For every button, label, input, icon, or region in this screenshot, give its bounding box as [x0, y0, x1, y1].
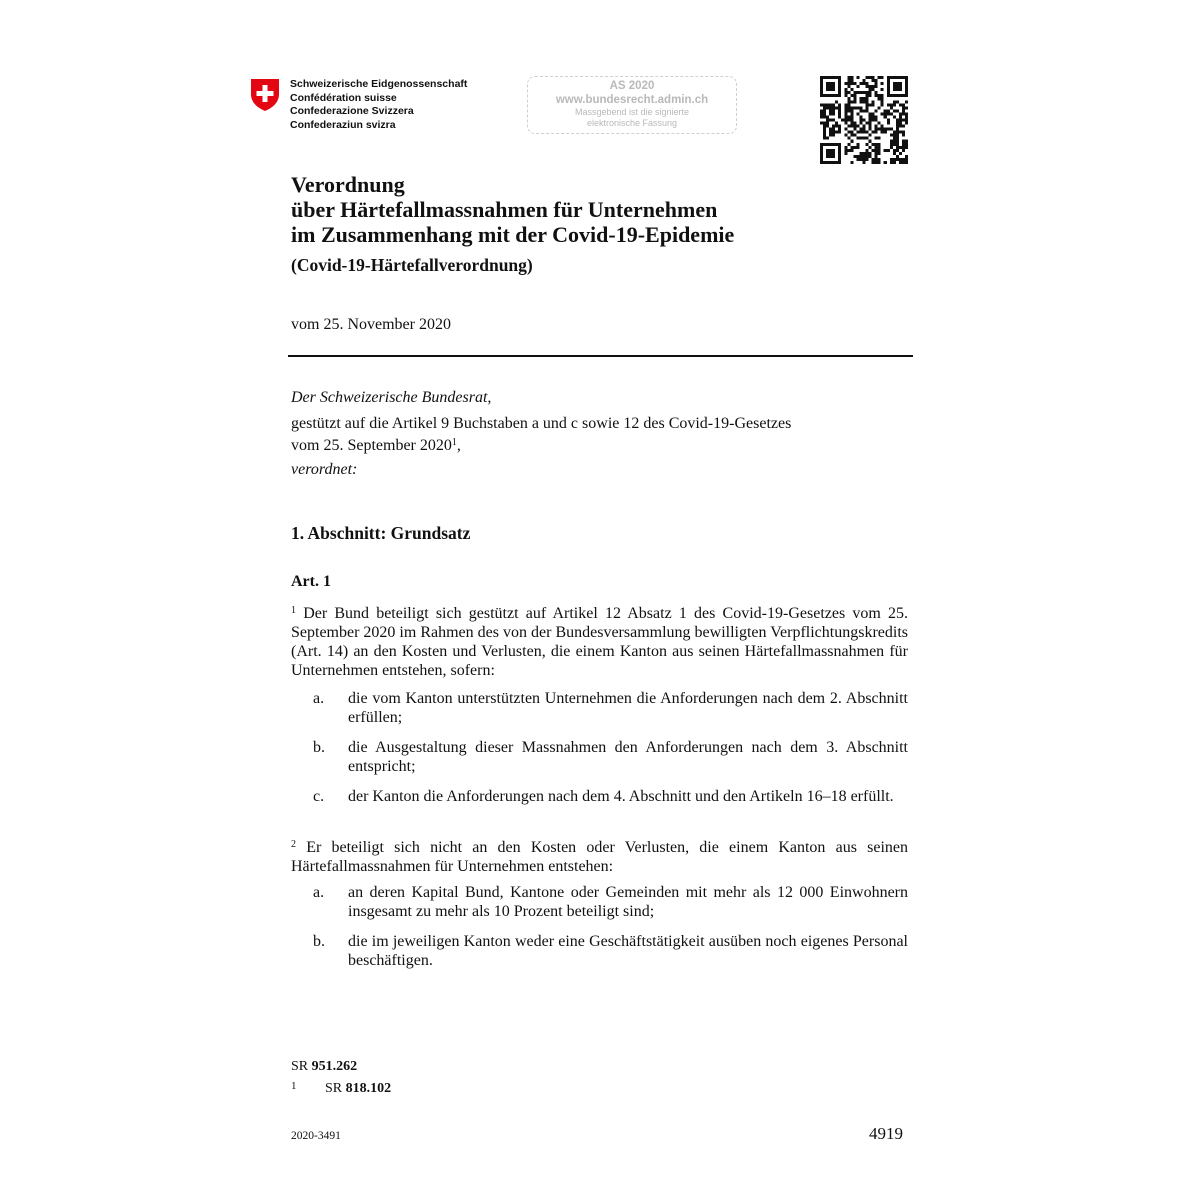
title-line-2: über Härtefallmassnahmen für Unternehmen — [291, 197, 718, 222]
page-number: 4919 — [869, 1124, 903, 1143]
preamble-authority: Der Schweizerische Bundesrat, — [291, 389, 492, 406]
list-item-text: die vom Kanton unterstützten Unternehmen die Anforderungen nach dem 2. Abschnitt erfüllen; — [348, 690, 908, 726]
preamble-basis-line-2 — [291, 433, 908, 455]
paragraph-text: Der Bund beteiligt sich gestützt auf Artikel 12 Absatz 1 des Covid-19-Gesetzes vom 25. September 2020 im Rahmen des von der Bundesversammlung bewilligten Verpflichtungskredits (Art. 14) an den Kosten und Verlusten, die einem Kanton aus seinen Härtefallmassnahmen für Unternehmen entstehen, sofern: — [291, 605, 908, 679]
paragraph-number: 2 — [291, 839, 296, 850]
article-1-paragraph-1 — [291, 601, 908, 680]
stamp-as-year: AS 2020 — [609, 80, 655, 92]
qr-code-icon — [820, 76, 908, 164]
list-item — [291, 932, 908, 970]
list-item-letter: a. — [313, 690, 325, 707]
title-line-3: im Zusammenhang mit der Covid-19-Epidemie — [291, 222, 735, 247]
paragraph-number: 1 — [291, 605, 296, 616]
list-item-text: die im jeweiligen Kanton weder eine Geschäftstätigkeit ausüben noch eigenes Personal beschäftigen. — [348, 933, 908, 969]
article-1-paragraph-2 — [291, 835, 908, 876]
list-item-text: der Kanton die Anforderungen nach dem 4. Abschnitt und den Artikeln 16–18 erfüllt. — [348, 788, 894, 805]
list-item-text: an deren Kapital Bund, Kantone oder Gemeinden mit mehr als 12 000 Einwohnern insgesamt zu mehr als 10 Prozent beteiligt sind; — [348, 884, 908, 920]
sr-number: 951.262 — [311, 1059, 358, 1074]
title-divider — [288, 355, 913, 357]
list-item-letter: b. — [313, 739, 325, 756]
preamble-decrees: verordnet: — [291, 461, 358, 478]
preamble-basis-line-1: gestützt auf die Artikel 9 Buchstaben a und c sowie 12 des Covid-19-Gesetzes — [291, 415, 792, 432]
paragraph-text: Er beteiligt sich nicht an den Kosten oder Verlusten, die einem Kanton aus seinen Härtefallmassnahmen für Unternehmen entstehen: — [291, 839, 909, 875]
list-item — [291, 689, 908, 727]
list-item-letter: b. — [313, 933, 325, 950]
ordinance-title — [291, 172, 734, 247]
list-item-text: die Ausgestaltung dieser Massnahmen den Anforderungen nach dem 3. Abschnitt entspricht; — [348, 739, 908, 775]
ordinance-date: vom 25. November 2020 — [291, 316, 451, 333]
list-item — [291, 883, 908, 921]
sr-reference — [291, 1059, 357, 1075]
preamble-basis — [291, 414, 908, 455]
title-line-1: Verordnung — [291, 172, 405, 197]
stamp-url: www.bundesrecht.admin.ch — [555, 94, 709, 106]
sr-prefix: SR — [291, 1059, 309, 1074]
footnote-mark: 1 — [291, 1080, 297, 1092]
confederation-line-it: Confederazione Svizzera — [290, 105, 414, 117]
preamble-basis-end: , — [456, 437, 461, 454]
document-number: 2020-3491 — [291, 1130, 341, 1142]
footnote-sr-number: 818.102 — [345, 1081, 392, 1096]
confederation-name — [290, 78, 467, 132]
list-item — [291, 787, 908, 806]
swiss-cross-shield-icon — [250, 78, 280, 112]
confederation-line-fr: Confédération suisse — [290, 91, 397, 104]
ordinance-short-title: (Covid-19-Härtefallverordnung) — [291, 255, 533, 275]
footnote-prefix: SR — [325, 1081, 343, 1096]
footnote-ref-1[interactable]: 1 — [451, 437, 457, 448]
stamp-note-1: Massgebend ist die signierte — [574, 107, 690, 117]
list-item — [291, 738, 908, 776]
stamp-note-2: elektronische Fassung — [586, 118, 678, 128]
list-item-letter: c. — [313, 788, 325, 805]
list-item-letter: a. — [313, 884, 325, 901]
preamble-basis-date: vom 25. September 2020 — [291, 437, 452, 454]
section-heading: 1. Abschnitt: Grundsatz — [291, 523, 471, 543]
footnote-1 — [291, 1080, 391, 1097]
confederation-line-rm: Confederaziun svizra — [290, 118, 396, 131]
confederation-logo — [250, 78, 467, 132]
confederation-line-de: Schweizerische Eidgenossenschaft — [290, 78, 468, 90]
article-heading: Art. 1 — [291, 573, 331, 590]
official-publication-stamp — [527, 76, 737, 134]
